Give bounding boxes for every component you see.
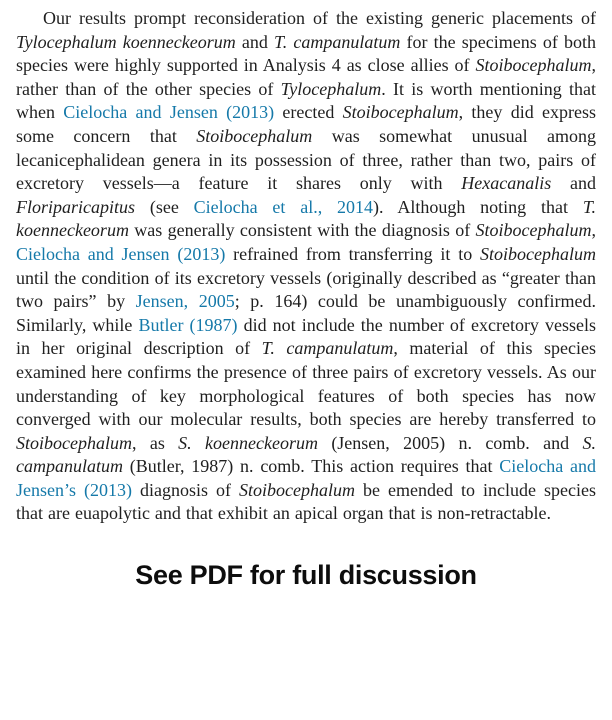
citation-link[interactable]: Cielocha and Jensen (2013) xyxy=(16,243,226,264)
text-run: Stoibocephalum xyxy=(475,220,592,241)
text-run: diagnosis of xyxy=(132,479,240,500)
text-run: , they did express some concern that xyxy=(16,102,596,146)
see-pdf-heading: See PDF for full discussion xyxy=(135,560,477,591)
citation-link[interactable]: Cielocha et al., 2014 xyxy=(193,196,374,217)
citation-link[interactable]: Cielocha and Jensen (2013) xyxy=(63,102,275,123)
text-run: T. koenneckeorum xyxy=(16,196,596,241)
text-run: and xyxy=(551,173,596,194)
text-run: Stoibocephalum xyxy=(480,243,596,264)
text-run: S. campanulatum xyxy=(16,432,596,477)
text-run: Our results prompt reconsideration of the existing generic placements of xyxy=(43,8,596,28)
text-run: Stoibocephalum xyxy=(475,55,592,76)
text-run: , material of this species examined here confirms the presence of three pairs of excretory vessels. As our understanding of key morphological features of both species has now converged with our molecular results, both species are hereby transferred to xyxy=(16,338,596,430)
text-run: (Butler, 1987) n. comb. This action requires that xyxy=(123,456,500,477)
text-run: and xyxy=(235,31,275,52)
text-run: T. campanulatum xyxy=(261,338,394,359)
text-run: Tylocephalum xyxy=(280,78,382,99)
discussion-paragraph xyxy=(16,7,596,526)
text-run: erected xyxy=(274,102,343,123)
text-run: Hexacanalis xyxy=(461,173,552,194)
text-run: ; p. 164) could be unambiguously confirmed. Similarly, while xyxy=(16,291,596,335)
text-run: Stoibocephalum xyxy=(16,432,132,453)
text-run: Stoibocephalum xyxy=(342,102,459,123)
text-run: ). Although noting that xyxy=(373,196,583,217)
text-run: did not include the number of excretory vessels in her original description of xyxy=(16,314,597,359)
citation-link[interactable]: Butler (1987) xyxy=(138,314,238,335)
text-run: . It is worth mentioning that when xyxy=(16,78,596,123)
text-run: , rather than of the other species of xyxy=(16,55,596,99)
citation-link[interactable]: Cielocha and Jensen’s (2013) xyxy=(16,456,596,500)
text-run: Floriparicapitus xyxy=(16,196,136,217)
text-run: was somewhat unusual among lecanicephalidean genera in its possession of three, rather than two, pairs of excretory vessels—a feature it shares only with xyxy=(16,125,596,194)
text-run: Stoibocephalum xyxy=(239,479,356,500)
citation-link[interactable]: Jensen, 2005 xyxy=(135,291,235,312)
text-run: was generally consistent with the diagnosis of xyxy=(128,220,476,241)
text-run: refrained from transferring it to xyxy=(225,243,481,264)
text-run: , xyxy=(591,220,596,241)
text-run: Tylocephalum koenneckeorum xyxy=(16,31,236,52)
text-run: until the condition of its excretory vessels (originally described as “greater than two pairs” by xyxy=(16,267,596,312)
text-run: Stoibocephalum xyxy=(196,125,313,146)
text-run: , as xyxy=(131,432,179,453)
text-run: S. koenneckeorum xyxy=(178,432,318,453)
text-run: be emended to include species that are euapolytic and that exhibit an apical organ that is non-retractable. xyxy=(16,479,597,524)
text-run: for the specimens of both species were highly supported in Analysis 4 as close allies of xyxy=(16,31,596,76)
text-run: (see xyxy=(135,196,194,217)
text-run: T. campanulatum xyxy=(274,31,401,52)
text-run: (Jensen, 2005) n. comb. and xyxy=(317,432,583,453)
